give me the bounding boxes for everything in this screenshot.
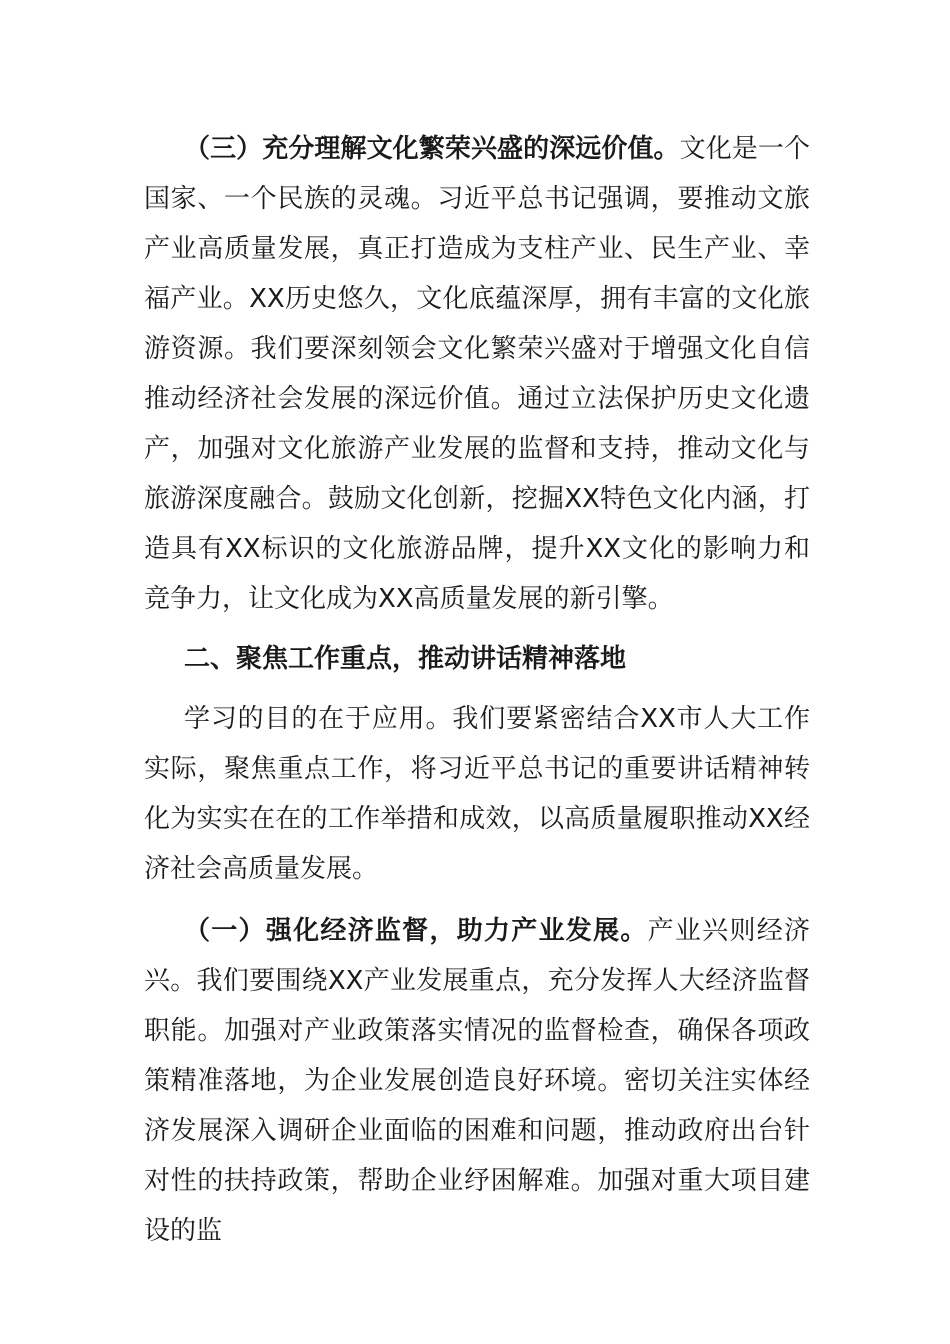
paragraph-culture-value [144,124,810,624]
paragraph-lead-economic: （一）强化经济监督，助力产业发展。 [184,916,648,946]
document-body [144,124,810,1256]
paragraph-economic-supervision [144,906,810,1256]
paragraph-lead-culture: （三）充分理解文化繁荣兴盛的深远价值。 [184,134,680,164]
paragraph-text-economic: 产业兴则经济兴。我们要围绕XX产业发展重点，充分发挥人大经济监督职能。加强对产业政策落实情况的监督检查，确保各项政策精准落地，为企业发展创造良好环境。密切关注实体经济发展深入调研企业面临的困难和问题，推动政府出台针对性的扶持政策，帮助企业纾困解难。加强对重大项目建设的监 [144,916,810,1246]
section-heading-part2: 二、聚焦工作重点，推动讲话精神落地 [184,644,627,674]
paragraph-part2-intro: 学习的目的在于应用。我们要紧密结合XX市人大工作实际，聚焦重点工作，将习近平总书记的重要讲话精神转化为实实在在的工作举措和成效，以高质量履职推动XX经济社会高质量发展。 [144,704,810,884]
paragraph-text-culture: 文化是一个国家、一个民族的灵魂。习近平总书记强调，要推动文旅产业高质量发展，真正打造成为支柱产业、民生产业、幸福产业。XX历史悠久，文化底蕴深厚，拥有丰富的文化旅游资源。我们要深刻领会文化繁荣兴盛对于增强文化自信推动经济社会发展的深远价值。通过立法保护历史文化遗产，加强对文化旅游产业发展的监督和支持，推动文化与旅游深度融合。鼓励文化创新，挖掘XX特色文化内涵，打造具有XX标识的文化旅游品牌，提升XX文化的影响力和竞争力，让文化成为XX高质量发展的新引擎。 [144,134,810,614]
